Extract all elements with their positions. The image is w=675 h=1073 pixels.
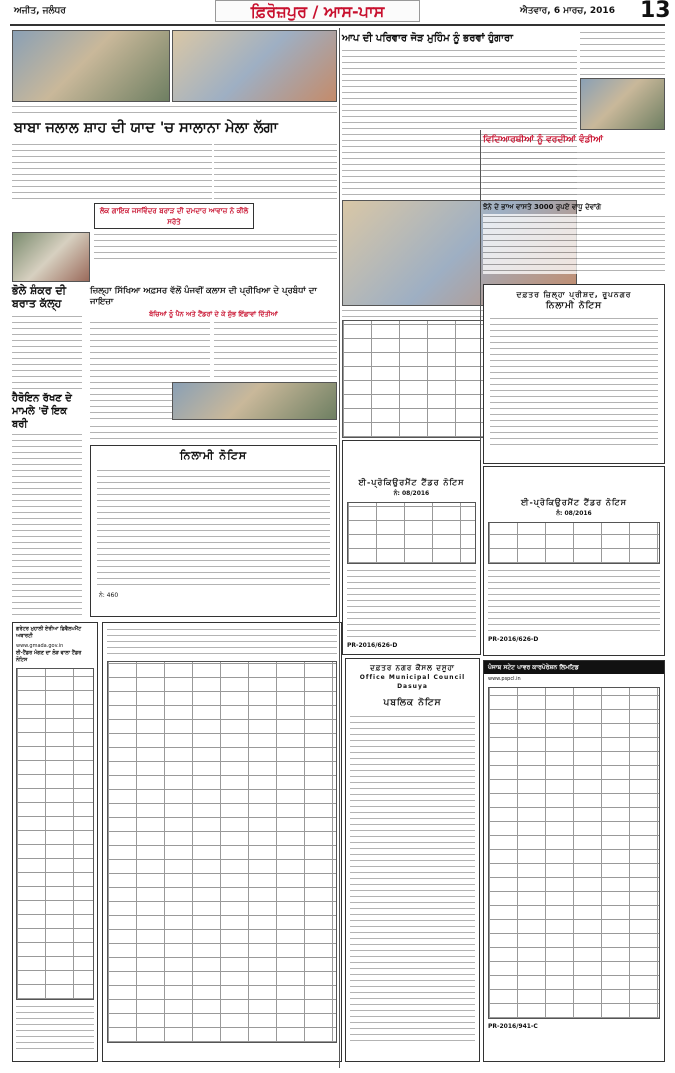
pspcl-notice-box xyxy=(483,660,665,1062)
jhona-headline: ਝੋਨੇ ਦੇ ਭਾਅ ਵਾਸਤੇ 3000 ਰੁਪਏ ਵਾਧੂ ਦੇਵਾਂਗੇ xyxy=(483,203,601,211)
nagar-title-en: Office Municipal Council Dasuya xyxy=(359,674,466,690)
page-number: 13 xyxy=(640,0,671,23)
tender-header-text xyxy=(107,627,337,657)
section-title: ਫ਼ਿਰੋਜ਼ਪੁਰ / ਆਸ-ਪਾਸ xyxy=(215,0,420,22)
header-rule xyxy=(10,24,665,26)
eproc2-code: PR-2016/626-D xyxy=(488,636,539,643)
mela-photo-captions xyxy=(12,104,337,116)
gmada-table xyxy=(16,668,94,1000)
nagar-public-notice: ਪਬਲਿਕ ਨੋਟਿਸ xyxy=(383,698,442,708)
eproc1-title: ਈ-ਪ੍ਰੋਕਿਉਰਮੈਂਟ ਟੈਂਡਰ ਨੋਟਿਸ xyxy=(358,478,465,487)
eproc2-table xyxy=(488,522,660,564)
pspcl-code: PR-2016/941-C xyxy=(488,1023,538,1030)
zila-headline: ਜ਼ਿਲ੍ਹਾ ਸਿੱਖਿਆ ਅਫ਼ਸਰ ਵੱਲੋਂ ਪੰਜਵੀਂ ਕਲਾਸ ਦੀ ਪ੍ਰੀਖਿਆ ਦੇ ਪ੍ਰਬੰਧਾਂ ਦਾ ਜਾਇਜ਼ਾ xyxy=(90,286,317,307)
column-separator xyxy=(339,28,340,1068)
eproc1-notice-box xyxy=(342,440,481,655)
pspcl-table xyxy=(488,687,660,1019)
eproc2-number: ਨੰ: 08/2016 xyxy=(556,510,592,517)
nilami-notice-text xyxy=(97,468,330,588)
column-separator-2 xyxy=(480,130,481,460)
eproc1-code: PR-2016/626-D xyxy=(347,642,398,649)
mela-photo-1 xyxy=(12,30,170,102)
parishad-notice-text xyxy=(490,316,658,446)
heroin-body-text xyxy=(12,432,82,618)
tender-table xyxy=(107,661,337,1043)
lok-gayak-headline: ਲੋਕ ਗਾਇਕ ਜਸਵਿੰਦਰ ਬਰਾੜ ਦੀ ਦਮਦਾਰ ਆਵਾਜ਼ ਨੇ ਕੀਲੇ ਸਰੋਤੇ xyxy=(99,207,249,226)
zila-body-text-3 xyxy=(90,424,337,442)
lok-gayak-box xyxy=(94,203,254,229)
gmada-website: www.gmada.gov.in xyxy=(16,643,64,649)
mela-body-text xyxy=(12,142,212,202)
eproc2-notice-box xyxy=(483,466,665,656)
gmada-notice-box xyxy=(12,622,98,1062)
jhona-body-text xyxy=(483,214,665,274)
nilami-notice-box xyxy=(90,445,337,617)
zila-photo xyxy=(172,382,337,420)
mela-photo-3 xyxy=(12,232,90,282)
aap-headline: ਆਪ ਦੀ ਪਰਿਵਾਰ ਜੋੜ ਮੁਹਿੰਮ ਨੂੰ ਭਰਵਾਂ ਹੁੰਗਾਰਾ xyxy=(342,33,514,44)
edition-label: ਅਜੀਤ, ਜਲੰਧਰ xyxy=(14,6,66,16)
eproc2-title: ਈ-ਪ੍ਰੋਕਿਉਰਮੈਂਟ ਟੈਂਡਰ ਨੋਟਿਸ xyxy=(521,498,627,507)
nagar-title: ਦਫ਼ਤਰ ਨਗਰ ਕੌਂਸਲ ਦਸੂਹਾ xyxy=(370,664,455,672)
issue-date: ਐਤਵਾਰ, 6 ਮਾਰਚ, 2016 xyxy=(520,6,615,16)
nilami-notice-title: ਨਿਲਾਮੀ ਨੋਟਿਸ xyxy=(179,449,248,462)
mela-headline: ਬਾਬਾ ਜਲਾਲ ਸ਼ਾਹ ਦੀ ਯਾਦ 'ਚ ਸਾਲਾਨਾ ਮੇਲਾ ਲੱਗਾ xyxy=(14,120,278,136)
eproc1-number: ਨੰ: 08/2016 xyxy=(393,490,430,497)
students-body-text xyxy=(483,150,665,198)
mela-body-text-3 xyxy=(94,232,337,262)
bhole-body-text xyxy=(12,314,82,392)
bhole-headline: ਭੋਲੇ ਸ਼ੰਕਰ ਦੀ ਬਰਾਤ ਕੱਲ੍ਹ xyxy=(12,284,67,310)
students-photo xyxy=(580,78,665,130)
eproc1-table xyxy=(347,502,476,564)
tender-notice-box xyxy=(102,622,342,1062)
parishad-subtitle: ਨਿਲਾਮੀ ਨੋਟਿਸ xyxy=(545,301,603,311)
students-headline: ਵਿਦਿਆਰਥੀਆਂ ਨੂੰ ਵਰਦੀਆਂ ਵੰਡੀਆਂ xyxy=(483,135,603,145)
zila-subheadline: ਬੱਚਿਆਂ ਨੂੰ ਪੈਨ ਅਤੇ ਟੈਂਡਰਾਂ ਦੇ ਕੇ ਸ਼ੁੱਭ ਇੱਛਾਵਾਂ ਦਿੱਤੀਆਂ xyxy=(149,310,278,318)
pspcl-website: www.pspcl.in xyxy=(488,676,521,682)
gmada-footer-text xyxy=(16,1004,94,1054)
mela-body-text-2 xyxy=(214,142,337,202)
nagar-notice-box xyxy=(345,658,480,1062)
eproc2-text xyxy=(488,568,660,632)
gmada-subtitle: ਈ-ਟੈਂਡਰ ਮੰਗਣ ਦਾ ਲੋੜ ਵਾਲਾ ਟੈਂਡਰ ਨੋਟਿਸ xyxy=(16,650,82,663)
zila-body-text-2 xyxy=(214,320,337,380)
parishad-title: ਦਫ਼ਤਰ ਜ਼ਿਲ੍ਹਾ ਪ੍ਰੀਸ਼ਦ, ਰੂਪਨਗਰ xyxy=(516,290,632,299)
mela-photo-2 xyxy=(172,30,337,102)
pspcl-title: ਪੰਜਾਬ ਸਟੇਟ ਪਾਵਰ ਕਾਰਪੋਰੇਸ਼ਨ ਲਿਮਟਿਡ xyxy=(484,661,664,674)
nilami-notice-number: ਨੰ: 460 xyxy=(99,592,119,599)
gmada-title: ਗਰੇਟਰ ਮੁਹਾਲੀ ਏਰੀਆ ਡਿਵੈਲਪਮੈਂਟ ਅਥਾਰਟੀ xyxy=(16,626,82,639)
right-top-text xyxy=(580,30,665,76)
heroin-headline: ਹੈਰੋਇਨ ਰੱਖਣ ਦੇ ਮਾਮਲੇ 'ਚੋਂ ਇਕ ਬਰੀ xyxy=(12,393,72,430)
parishad-notice-box xyxy=(483,284,665,464)
nagar-notice-text xyxy=(350,714,475,1044)
eproc1-text xyxy=(347,568,476,638)
